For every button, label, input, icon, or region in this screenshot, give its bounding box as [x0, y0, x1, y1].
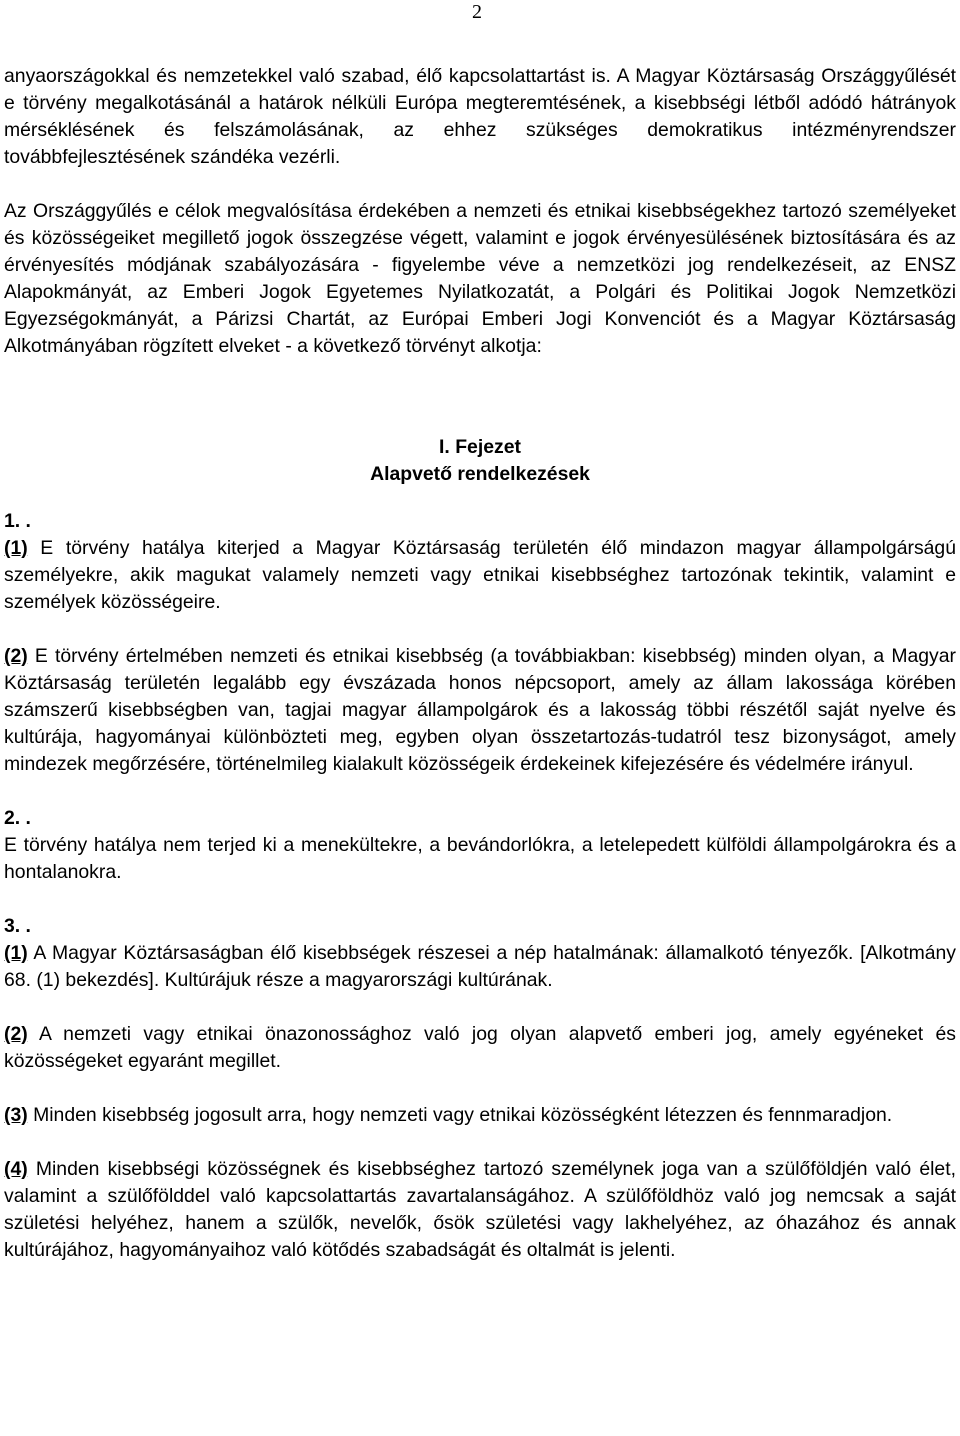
paragraph-1-1: [4, 535, 956, 616]
paragraph-3-4: [4, 1156, 956, 1264]
paragraph-text: A nemzeti vagy etnikai önazonossághoz való jog olyan alapvető emberi jog, amely egyéneket és közösségeket egyaránt megillet.: [4, 1023, 956, 1072]
paragraph-3-3: [4, 1102, 956, 1129]
page-number: 2: [472, 1, 482, 23]
section-number: 3. .: [4, 915, 31, 937]
paragraph-number: (3): [4, 1104, 28, 1126]
document-body: [4, 63, 956, 1264]
paragraph-text: Minden kisebbségi közösségnek és kisebbséghez tartozó személynek joga van a szülőföldjén való élet, valamint a szülőfölddel való kapcsolattartás zavartalanságához. A szülőföldhöz való jog nemcsak a saját születési helyéhez, hanem a szülők, nevelők, ősök születési vagy lakhelyéhez, az óhazához és annak kultúrájához, hagyományaihoz való kötődés szabadságát és oltalmát is jelenti.: [4, 1158, 956, 1261]
paragraph-3-2: [4, 1021, 956, 1075]
paragraph-3-1: [4, 940, 956, 994]
intro-paragraph-1: anyaországokkal és nemzetekkel való szabad, élő kapcsolattartást is. A Magyar Köztársaság Országgyűlését e törvény megalkotásánál a határok nélküli Európa megteremtésének, a kisebbségi létből adódó hátrányok mérséklésének és felszámolásának, az ehhez szükséges demokratikus intézményrendszer továbbfejlesztésének szándéka vezérli.: [4, 65, 956, 168]
paragraph-number: (1): [4, 537, 28, 559]
paragraph-number: (2): [4, 645, 28, 667]
paragraph-number: (1): [4, 942, 28, 964]
section-2: [4, 805, 956, 886]
paragraph-text: Minden kisebbség jogosult arra, hogy nemzeti vagy etnikai közösségként létezzen és fennmaradjon.: [27, 1104, 893, 1126]
paragraph-1-2: [4, 643, 956, 778]
section-number: 2. .: [4, 807, 31, 829]
paragraph-number: (4): [4, 1158, 28, 1180]
paragraph-text: A Magyar Köztársaságban élő kisebbségek részesei a nép hatalmának: államalkotó tényezők. [Alkotmány 68. (1) bekezdés]. Kultúrájuk része a magyarországi kultúrának.: [4, 942, 956, 991]
chapter-title: Alapvető rendelkezések: [370, 463, 590, 485]
chapter-heading: [4, 434, 956, 488]
section-number: 1. .: [4, 510, 31, 532]
paragraph-text: E törvény értelmében nemzeti és etnikai kisebbség (a továbbiakban: kisebbség) minden olyan, a Magyar Köztársaság területén legalább egy évszázada honos népcsoport, amely az állam lakossága körében számszerű kisebbségben van, tagjai magyar állampolgárok és a lakosság többi részétől saját nyelve és kultúrája, hagyományai különbözteti meg, egyben olyan összetartozás-tudatról tesz bizonyságot, amely mindezek megőrzésére, történelmileg kialakult közösségeik érdekeinek kifejezésére és védelmére irányul.: [4, 645, 956, 775]
intro-paragraph-2: Az Országgyűlés e célok megvalósítása érdekében a nemzeti és etnikai kisebbségekhez tartozó személyeket és közösségeiket megillető jogok összegzése végett, valamint e jogok érvényesülésének biztosítására és az érvényesítés módjának szabályozására - figyelembe véve a nemzetközi jog rendelkezéseit, az ENSZ Alapokmányát, az Emberi Jogok Egyetemes Nyilatkozatát, a Polgári és Politikai Jogok Nemzetközi Egyezségokmányát, a Párizsi Chartát, az Európai Emberi Jogi Konvenciót és a Magyar Köztársaság Alkotmányában rögzített elveket - a következő törvényt alkotja:: [4, 200, 956, 357]
paragraph-text: E törvény hatálya kiterjed a Magyar Köztársaság területén élő mindazon magyar állampolgárságú személyekre, akik magukat valamely nemzeti vagy etnikai kisebbséghez tartozónak tekintik, valamint e személyek közösségeire.: [4, 537, 956, 613]
section-3: [4, 913, 956, 1264]
paragraph-number: (2): [4, 1023, 28, 1045]
chapter-number: I. Fejezet: [439, 436, 521, 458]
paragraph-2: E törvény hatálya nem terjed ki a menekültekre, a bevándorlókra, a letelepedett külföldi állampolgárokra és a hontalanokra.: [4, 834, 956, 883]
section-1: [4, 508, 956, 778]
